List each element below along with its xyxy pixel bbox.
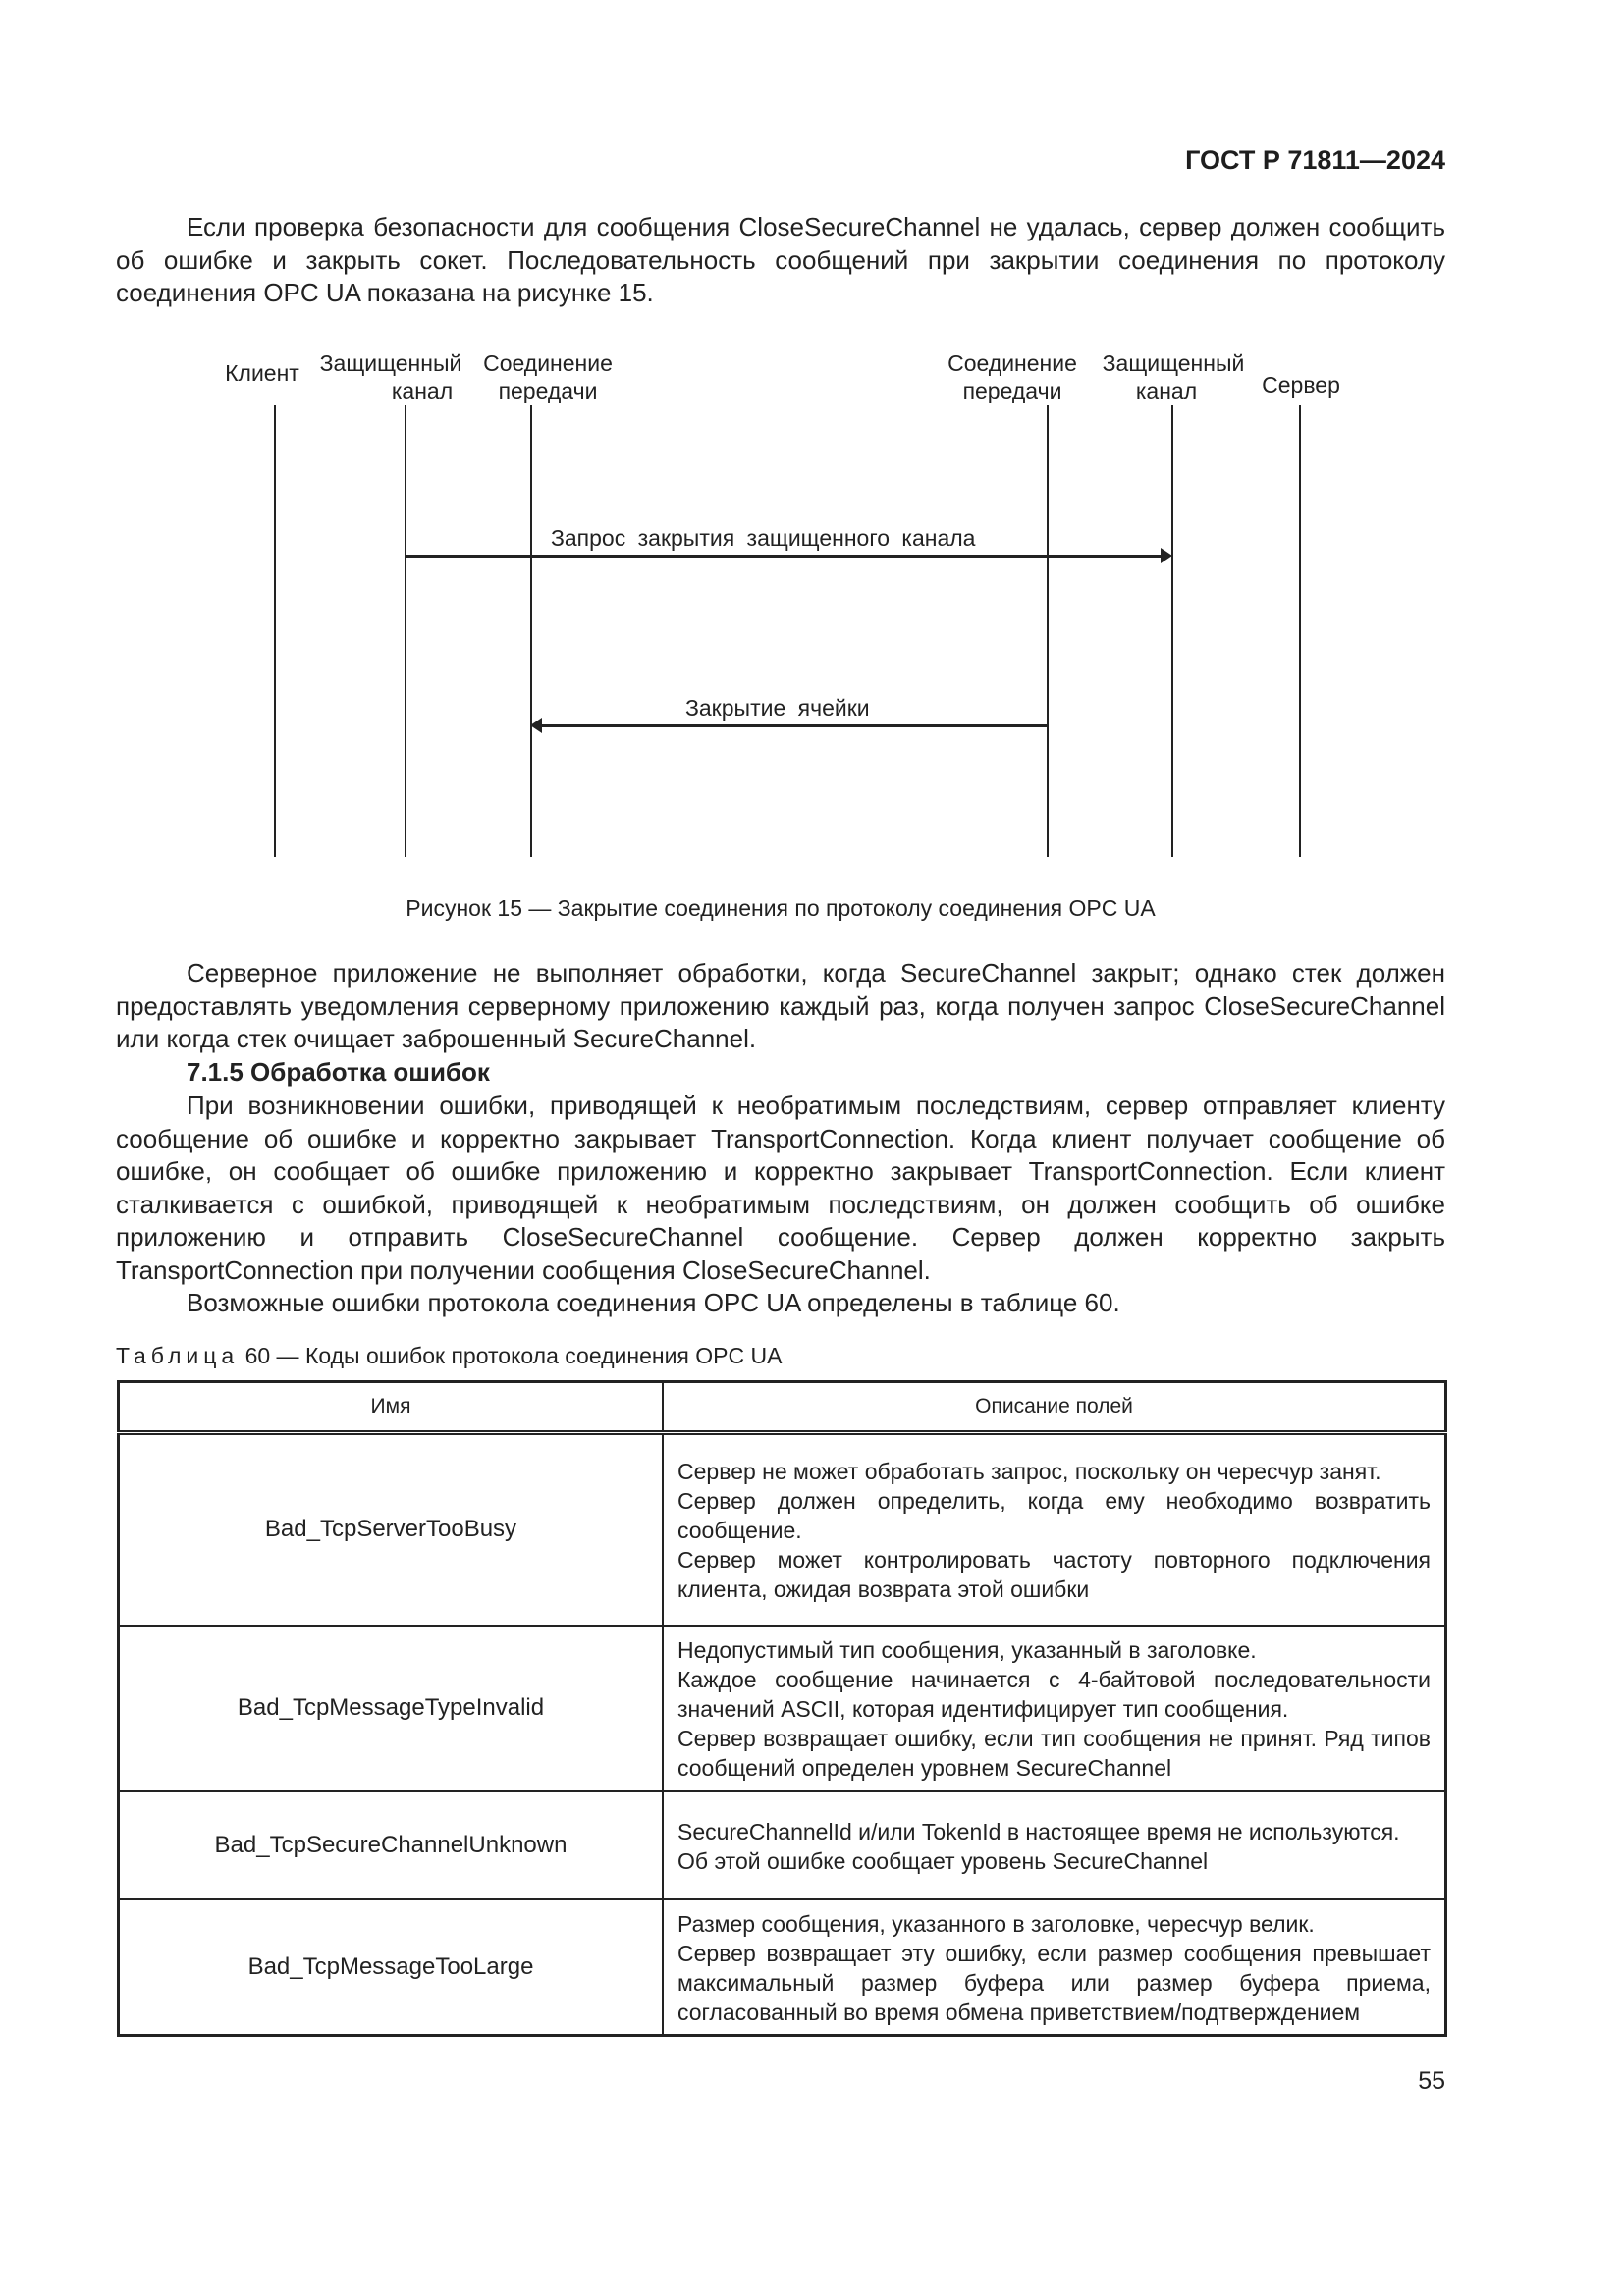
lane-label-secure-channel-right [1090,349,1257,404]
description-line: Сервер возвращает эту ошибку, если размер сообщения превышает максимальный размер буфера или размер буфера приема, согласованный во время обмена приветствием/подтверждением [677,1940,1431,2025]
column-header-description: Описание полей [663,1382,1446,1433]
figure-caption: Рисунок 15 — Закрытие соединения по протоколу соединения OPC UA [406,895,1156,921]
description-line: Сервер должен определить, когда ему необходимо возвратить сообщение. [677,1488,1431,1544]
table-reference-paragraph: Возможные ошибки протокола соединения OPC UA определены в таблице 60. [187,1288,1120,1317]
message-arrow-socket-close [542,724,1048,727]
lifeline-secure-channel-right [1171,405,1173,857]
table-row [119,1626,1446,1791]
lane-label-line: канал [391,378,454,403]
arrowhead-right-icon [1161,548,1172,563]
table-title [116,1343,782,1369]
page-number: 55 [1418,2067,1445,2095]
intro-paragraph: Если проверка безопасности для сообщения CloseSecureChannel не удалась, сервер должен сообщить об ошибке и закрыть сокет. Последовательность сообщений при закрытии соединения по протоколу соединения OPC UA показана на рисунке 15. [116,212,1445,307]
description-line: Сервер может контролировать частоту повторного подключения клиента, ожидая возврата этой ошибки [677,1547,1431,1603]
lane-label-line: Защищенный [319,350,462,376]
error-handling-paragraph: При возникновении ошибки, приводящей к необратимым последствиям, сервер отправляет клиенту сообщение об ошибке и корректно закрывает TransportConnection. Когда клиент получает сообщение об ошибке, он сообщает об ошибке приложению и корректно закрывает TransportConnection. Если клиент сталкивается с ошибкой, приводящей к необратимым последствиям, он должен сообщить об ошибке приложению и отправить CloseSecureChannel сообщение. Сервер должен корректно закрыть TransportConnection при получении сообщения CloseSecureChannel. [116,1091,1445,1285]
table-row [119,1433,1446,1626]
lane-label-line: Сервер [1262,372,1340,398]
lane-label-line: передачи [962,378,1062,403]
lifeline-client [274,405,276,857]
section-heading: 7.1.5 Обработка ошибок [187,1057,490,1087]
description-line: Каждое сообщение начинается с 4-байтовой последовательности значений ASCII, которая идентифицирует тип сообщения. [677,1667,1431,1722]
lane-label-secure-channel-left [312,349,469,404]
lane-label-line: передачи [498,378,598,403]
error-name-cell: Bad_TcpMessageTypeInvalid [119,1626,664,1791]
lifeline-secure-channel-left [405,405,406,857]
arrowhead-left-icon [530,718,542,733]
error-description-cell [663,1626,1446,1791]
error-name-cell: Bad_TcpSecureChannelUnknown [119,1791,664,1899]
lane-label-line: Клиент [225,360,299,386]
lane-label-line: Соединение [483,350,613,376]
lane-label-transport-right [939,349,1086,404]
after-figure-paragraph: Серверное приложение не выполняет обработки, когда SecureChannel закрыт; однако стек должен предоставлять уведомления серверному приложению каждый раз, когда получен запрос CloseSecureChannel или когда стек очищает заброшенный SecureChannel. [116,958,1445,1053]
description-line: Недопустимый тип сообщения, указанный в заголовке. [677,1637,1257,1663]
standard-code: ГОСТ Р 71811—2024 [1185,145,1445,175]
error-description-cell [663,1899,1446,2036]
description-line: Сервер не может обработать запрос, поскольку он чересчур занят. [677,1459,1381,1485]
message-arrow-close-secure-channel-request [406,555,1162,558]
table-header-row [119,1382,1446,1433]
error-description-cell [663,1791,1446,1899]
error-name-cell: Bad_TcpMessageTooLarge [119,1899,664,2036]
table-row [119,1791,1446,1899]
lifeline-transport-left [530,405,532,857]
message-label-socket-close: Закрытие ячейки [685,695,870,721]
table-title-prefix: Таблица [116,1343,240,1368]
lifeline-server [1299,405,1301,857]
lane-label-server [1247,371,1355,399]
description-line: Об этой ошибке сообщает уровень SecureChannel [677,1847,1209,1874]
lane-label-line: Защищенный [1102,350,1245,376]
description-line: Сервер возвращает ошибку, если тип сообщения не принят. Ряд типов сообщений определен уровнем SecureChannel [677,1726,1431,1781]
error-name-cell: Bad_TcpServerTooBusy [119,1433,664,1626]
column-header-name: Имя [119,1382,664,1433]
error-codes-table [117,1380,1447,2037]
error-description-cell [663,1433,1446,1626]
description-line: SecureChannelId и/или TokenId в настоящее время не используются. [677,1818,1400,1844]
lane-label-line: канал [1135,378,1198,403]
message-label-close-secure-channel-request: Запрос закрытия защищенного канала [551,525,976,551]
lane-label-line: Соединение [947,350,1077,376]
lane-label-transport-left [479,349,617,404]
table-row [119,1899,1446,2036]
lifeline-transport-right [1047,405,1049,857]
description-line: Размер сообщения, указанного в заголовке, чересчур велик. [677,1910,1315,1937]
table-title-text: 60 — Коды ошибок протокола соединения OPC UA [239,1343,783,1368]
lane-label-client [208,359,316,387]
